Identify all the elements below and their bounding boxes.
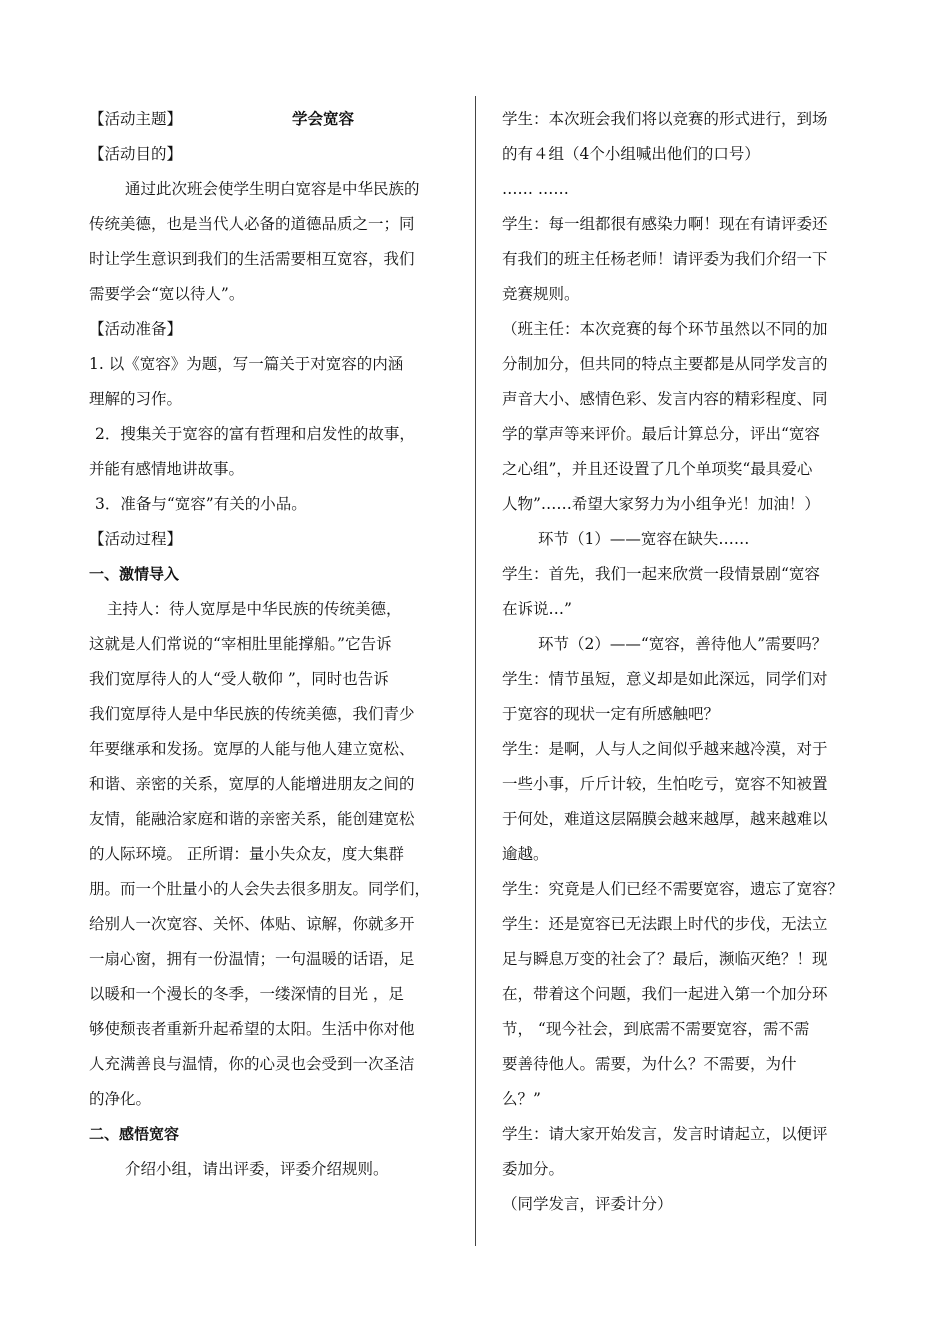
right-line: 学生：是啊，人与人之间似乎越来越冷漠，对于 xyxy=(502,740,828,758)
section1-line: 的人际环境。 正所谓：量小失众友，度大集群 xyxy=(89,845,404,863)
right-line: （班主任：本次竞赛的每个环节虽然以不同的加 xyxy=(502,320,828,338)
right-line: …… …… xyxy=(502,180,569,198)
section1-line: 一扇心窗，拥有一份温情；一句温暖的话语，足 xyxy=(89,950,415,968)
right-line: （同学发言，评委计分） xyxy=(502,1195,673,1213)
prep-line: 理解的习作。 xyxy=(89,390,183,408)
section1-line: 朋。而一个肚量小的人会失去很多朋友。同学们， xyxy=(89,880,431,898)
right-line: 学的掌声等来评价。最后计算总分，评出“宽容 xyxy=(502,425,820,443)
prep-line: 并能有感情地讲故事。 xyxy=(89,460,245,478)
section1-heading: 一、激情导入 xyxy=(89,565,180,583)
section1-line: 我们宽厚待人是中华民族的传统美德，我们青少 xyxy=(89,705,415,723)
right-line: 学生：每一组都很有感染力啊！现在有请评委还 xyxy=(502,215,828,233)
purpose-line: 需要学会“宽以待人”。 xyxy=(89,285,245,303)
section1-line: 和谐、亲密的关系，宽厚的人能增进朋友之间的 xyxy=(89,775,415,793)
section1-line: 我们宽厚待人的人“受人敬仰 ”，同时也告诉 xyxy=(89,670,389,688)
section1-line: 主持人：待人宽厚是中华民族的传统美德， xyxy=(107,600,402,618)
right-line: 环节（2）——“宽容，善待他人”需要吗？ xyxy=(538,635,828,653)
purpose-line: 通过此次班会使学生明白宽容是中华民族的 xyxy=(125,180,420,198)
right-line: 委加分。 xyxy=(502,1160,565,1178)
section2-line: 介绍小组，请出评委，评委介绍规则。 xyxy=(125,1160,389,1178)
prep-line: 1. 以《宽容》为题，写一篇关于对宽容的内涵 xyxy=(89,355,404,373)
purpose-line: 时让学生意识到我们的生活需要相互宽容，我们 xyxy=(89,250,415,268)
right-line: 学生：本次班会我们将以竞赛的形式进行，到场 xyxy=(502,110,828,128)
prep-line: 3．准备与“宽容”有关的小品。 xyxy=(95,495,307,513)
section1-line: 年要继承和发扬。宽厚的人能与他人建立宽松、 xyxy=(89,740,415,758)
right-line: 足与瞬息万变的社会了？最后，濒临灭绝？！现 xyxy=(502,950,828,968)
document-title: 学会宽容 xyxy=(292,110,355,128)
right-line: 竞赛规则。 xyxy=(502,285,580,303)
right-line: 于宽容的现状一定有所感触吧？ xyxy=(502,705,720,723)
right-line: 环节（1）——宽容在缺失…… xyxy=(538,530,750,548)
right-line: 分制加分，但共同的特点主要都是从同学发言的 xyxy=(502,355,828,373)
right-line: 么？” xyxy=(502,1090,541,1108)
right-column xyxy=(502,102,860,1222)
section1-line: 的净化。 xyxy=(89,1090,152,1108)
right-line: 有我们的班主任杨老师！请评委为我们介绍一下 xyxy=(502,250,828,268)
right-line: 在，带着这个问题，我们一起进入第一个加分环 xyxy=(502,985,828,1003)
section2-heading: 二、感悟宽容 xyxy=(89,1125,180,1143)
column-divider xyxy=(475,96,476,1246)
right-line: 学生：首先，我们一起来欣赏一段情景剧“宽容 xyxy=(502,565,820,583)
right-line: 一些小事，斤斤计较，生怕吃亏，宽容不知被置 xyxy=(502,775,828,793)
right-line: 学生：请大家开始发言，发言时请起立，以便评 xyxy=(502,1125,828,1143)
right-line: 学生：究竟是人们已经不需要宽容，遗忘了宽容？ xyxy=(502,880,844,898)
right-line: 的有４组（4个小组喊出他们的口号） xyxy=(502,145,760,163)
right-line: 节， “现今社会，到底需不需要宽容，需不需 xyxy=(502,1020,810,1038)
right-line: 在诉说…” xyxy=(502,600,572,618)
section1-line: 人充满善良与温情，你的心灵也会受到一次圣洁 xyxy=(89,1055,415,1073)
left-column xyxy=(89,102,449,1187)
purpose-line: 传统美德，也是当代人必备的道德品质之一；同 xyxy=(89,215,415,233)
section1-line: 友情，能融洽家庭和谐的亲密关系，能创建宽松 xyxy=(89,810,415,828)
right-line: 逾越。 xyxy=(502,845,549,863)
theme-label: 【活动主题】 xyxy=(89,110,183,128)
right-line: 之心组”，并且还设置了几个单项奖“最具爱心 xyxy=(502,460,813,478)
prep-label: 【活动准备】 xyxy=(89,320,183,338)
section1-line: 够使颓丧者重新升起希望的太阳。生活中你对他 xyxy=(89,1020,415,1038)
right-line: 学生：还是宽容已无法跟上时代的步伐，无法立 xyxy=(502,915,828,933)
right-line: 人物”……希望大家努力为小组争光！加油！） xyxy=(502,495,820,513)
right-line: 学生：情节虽短，意义却是如此深远，同学们对 xyxy=(502,670,828,688)
right-line: 声音大小、感情色彩、发言内容的精彩程度、同 xyxy=(502,390,828,408)
process-label: 【活动过程】 xyxy=(89,530,183,548)
theme-line xyxy=(89,102,449,137)
section1-line: 以暖和一个漫长的冬季，一缕深情的目光 ，足 xyxy=(89,985,404,1003)
purpose-label: 【活动目的】 xyxy=(89,145,183,163)
section1-line: 给别人一次宽容、关怀、体贴、谅解，你就多开 xyxy=(89,915,415,933)
prep-line: 2．搜集关于宽容的富有哲理和启发性的故事， xyxy=(95,425,415,443)
section1-line: 这就是人们常说的“宰相肚里能撑船。”它告诉 xyxy=(89,635,392,653)
right-line: 于何处，难道这层隔膜会越来越厚，越来越难以 xyxy=(502,810,828,828)
right-line: 要善待他人。需要，为什么？不需要，为什 xyxy=(502,1055,797,1073)
